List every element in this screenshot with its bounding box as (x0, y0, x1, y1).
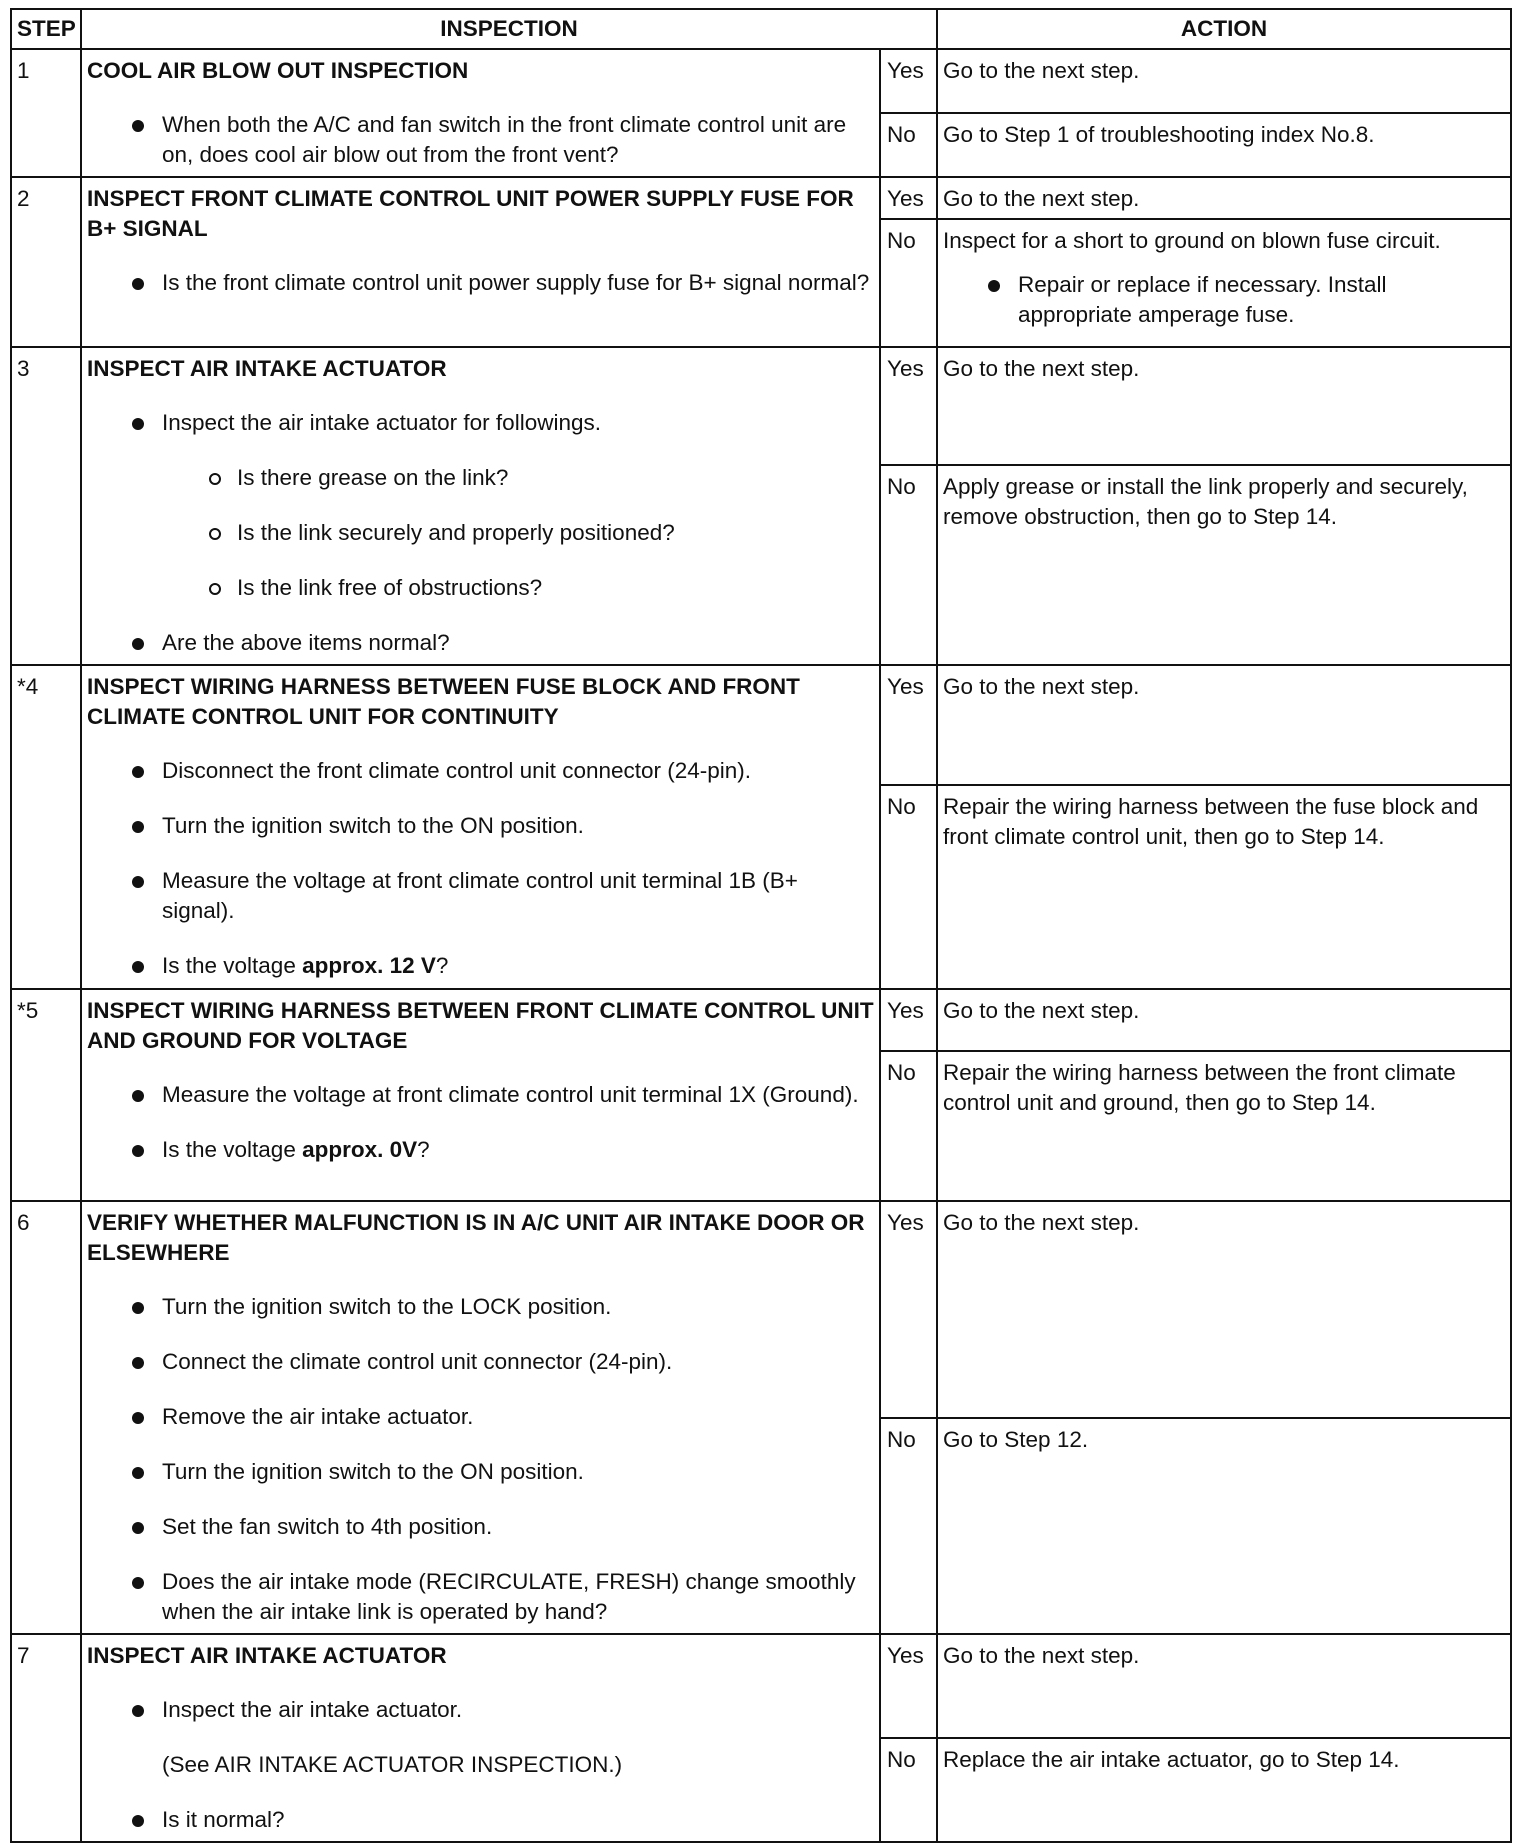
bullet-item: Inspect the air intake actuator for followings. (87, 408, 874, 438)
no-action: Go to Step 12. (937, 1418, 1511, 1634)
bullet-item: Measure the voltage at front climate control unit terminal 1X (Ground). (87, 1080, 874, 1110)
inspection-cell (81, 665, 880, 989)
bullet-item: Remove the air intake actuator. (87, 1402, 874, 1432)
no-label: No (880, 219, 937, 347)
bullet-item: When both the A/C and fan switch in the front climate control unit are on, does cool air blow out from the front vent? (87, 110, 874, 170)
no-action: Repair the wiring harness between the fuse block and front climate control unit, then go to Step 14. (937, 785, 1511, 989)
troubleshooting-sheet (10, 8, 1510, 1843)
step-number: 1 (11, 49, 81, 177)
no-label: No (880, 465, 937, 665)
bullet-item (87, 1135, 874, 1165)
inspection-cell (81, 177, 880, 347)
no-label: No (880, 1051, 937, 1201)
step-row-6-yes (11, 1201, 1511, 1418)
bullet-item: Connect the climate control unit connector (24-pin). (87, 1347, 874, 1377)
yes-label: Yes (880, 347, 937, 465)
inspection-cell (81, 49, 880, 177)
yes-action: Go to the next step. (937, 49, 1511, 113)
step-number: *5 (11, 989, 81, 1201)
no-action: Apply grease or install the link properly and securely, remove obstruction, then go to Step 14. (937, 465, 1511, 665)
no-label: No (880, 1418, 937, 1634)
step-number: *4 (11, 665, 81, 989)
header-row (11, 9, 1511, 49)
step-number: 3 (11, 347, 81, 665)
no-label: No (880, 1738, 937, 1842)
yes-action: Go to the next step. (937, 1634, 1511, 1738)
inspection-table (10, 8, 1512, 1843)
sub-bullet-item: Is there grease on the link? (87, 463, 874, 493)
bullet-item: Turn the ignition switch to the ON position. (87, 811, 874, 841)
bullet-item: Turn the ignition switch to the LOCK position. (87, 1292, 874, 1322)
step-number: 6 (11, 1201, 81, 1634)
reference-note: (See AIR INTAKE ACTUATOR INSPECTION.) (162, 1752, 623, 1777)
question-value: approx. 12 V (302, 953, 436, 978)
step-row-4-yes (11, 665, 1511, 785)
inspection-cell (81, 989, 880, 1201)
yes-label: Yes (880, 1634, 937, 1738)
step-row-3-yes (11, 347, 1511, 465)
yes-action: Go to the next step. (937, 665, 1511, 785)
bullet-item: Does the air intake mode (RECIRCULATE, FRESH) change smoothly when the air intake link is operated by hand? (87, 1567, 874, 1627)
bullet-item: Inspect the air intake actuator. (87, 1695, 874, 1725)
step-number: 2 (11, 177, 81, 347)
bullet-item: Disconnect the front climate control unit connector (24-pin). (87, 756, 874, 786)
step-title: INSPECT WIRING HARNESS BETWEEN FUSE BLOCK AND FRONT CLIMATE CONTROL UNIT FOR CONTINUITY (87, 674, 800, 729)
step-row-5-yes (11, 989, 1511, 1051)
step-header: STEP (11, 9, 81, 49)
question-value: approx. 0V (302, 1137, 418, 1162)
step-title: INSPECT AIR INTAKE ACTUATOR (87, 356, 447, 381)
action-bullet: Repair or replace if necessary. Install appropriate amperage fuse. (943, 270, 1505, 330)
no-action: Go to Step 1 of troubleshooting index No.8. (937, 113, 1511, 177)
question-suffix: ? (417, 1137, 430, 1162)
inspection-cell (81, 1201, 880, 1634)
bullet-item: Measure the voltage at front climate control unit terminal 1B (B+ signal). (87, 866, 874, 926)
bullet-item: Set the fan switch to 4th position. (87, 1512, 874, 1542)
yes-action: Go to the next step. (937, 347, 1511, 465)
inspection-cell (81, 1634, 880, 1842)
bullet-item: Turn the ignition switch to the ON position. (87, 1457, 874, 1487)
bullet-item: Are the above items normal? (87, 628, 874, 658)
step-title: VERIFY WHETHER MALFUNCTION IS IN A/C UNIT AIR INTAKE DOOR OR ELSEWHERE (87, 1210, 865, 1265)
no-label: No (880, 113, 937, 177)
yes-action: Go to the next step. (937, 1201, 1511, 1418)
step-number: 7 (11, 1634, 81, 1842)
sub-bullet-item: Is the link securely and properly positioned? (87, 518, 874, 548)
step-title: INSPECT AIR INTAKE ACTUATOR (87, 1643, 447, 1668)
no-label: No (880, 785, 937, 989)
question-prefix: Is the voltage (162, 1137, 303, 1162)
no-action-cell (937, 219, 1511, 347)
action-header: ACTION (937, 9, 1511, 49)
yes-action: Go to the next step. (937, 989, 1511, 1051)
bullet-item: Is the front climate control unit power supply fuse for B+ signal normal? (87, 268, 874, 298)
no-action: Repair the wiring harness between the front climate control unit and ground, then go to Step 14. (937, 1051, 1511, 1201)
yes-action: Go to the next step. (937, 177, 1511, 219)
bullet-item: Is it normal? (87, 1805, 874, 1835)
yes-label: Yes (880, 1201, 937, 1418)
inspection-cell (81, 347, 880, 665)
step-title: INSPECT FRONT CLIMATE CONTROL UNIT POWER SUPPLY FUSE FOR B+ SIGNAL (87, 186, 854, 241)
yes-label: Yes (880, 665, 937, 785)
step-title: COOL AIR BLOW OUT INSPECTION (87, 58, 469, 83)
no-action: Inspect for a short to ground on blown fuse circuit. (943, 228, 1441, 253)
yes-label: Yes (880, 989, 937, 1051)
step-row-1-yes (11, 49, 1511, 113)
yes-label: Yes (880, 177, 937, 219)
question-prefix: Is the voltage (162, 953, 303, 978)
step-row-2-yes (11, 177, 1511, 219)
step-title: INSPECT WIRING HARNESS BETWEEN FRONT CLIMATE CONTROL UNIT AND GROUND FOR VOLTAGE (87, 998, 874, 1053)
yes-label: Yes (880, 49, 937, 113)
question-suffix: ? (435, 953, 449, 978)
no-action: Replace the air intake actuator, go to Step 14. (937, 1738, 1511, 1842)
sub-bullet-item: Is the link free of obstructions? (87, 573, 874, 603)
bullet-item (87, 951, 874, 981)
step-row-7-yes (11, 1634, 1511, 1738)
inspection-header: INSPECTION (81, 9, 937, 49)
